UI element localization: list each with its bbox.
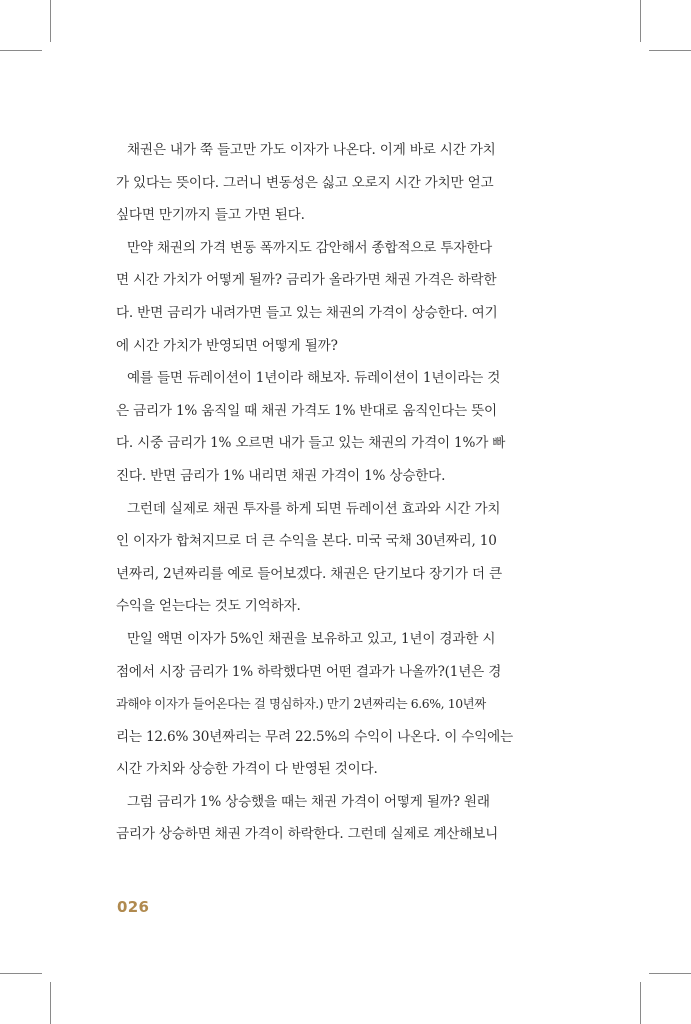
crop-mark-top-left-horizontal [0, 50, 42, 51]
paragraph-3-line-4: 진다. 반면 금리가 1% 내리면 채권 가격이 1% 상승한다. [116, 467, 446, 484]
paragraph-2-line-3: 다. 반면 금리가 내려가면 들고 있는 채권의 가격이 상승한다. 여기 [116, 304, 498, 321]
paragraph-4-line-2: 인 이자가 합쳐지므로 더 큰 수익을 본다. 미국 국채 30년짜리, 10 [116, 533, 497, 550]
paragraph-5-line-3: 과해야 이자가 들어온다는 걸 명심하자.) 만기 2년짜리는 6.6%, 10년짜 [116, 696, 486, 712]
paragraph-6-line-2: 금리가 상승하면 채권 가격이 하락한다. 그런데 실제로 계산해보니 [116, 826, 499, 843]
paragraph-2-line-4: 에 시간 가치가 반영되면 어떻게 될까? [116, 337, 338, 354]
page-number: 026 [117, 898, 150, 916]
paragraph-4-line-3: 년짜리, 2년짜리를 예로 들어보겠다. 채권은 단기보다 장기가 더 큰 [116, 565, 502, 582]
crop-mark-bottom-left-vertical [50, 982, 51, 1024]
paragraph-3-line-3: 다. 시중 금리가 1% 오르면 내가 들고 있는 채권의 가격이 1%가 빠 [116, 435, 506, 452]
crop-mark-top-right-horizontal [649, 50, 691, 51]
crop-mark-bottom-left-horizontal [0, 973, 42, 974]
paragraph-6-line-1: 그럼 금리가 1% 상승했을 때는 채권 가격이 어떻게 될까? 원래 [127, 793, 490, 810]
paragraph-4-line-4: 수익을 얻는다는 것도 기억하자. [116, 598, 301, 615]
paragraph-5-line-1: 만일 액면 이자가 5%인 채권을 보유하고 있고, 1년이 경과한 시 [127, 630, 496, 647]
paragraph-1-line-1: 채권은 내가 쭉 들고만 가도 이자가 나온다. 이게 바로 시간 가치 [127, 142, 496, 158]
paragraph-5-line-2: 점에서 시장 금리가 1% 하락했다면 어떤 결과가 나올까?(1년은 경 [116, 663, 502, 680]
body-text [116, 134, 516, 851]
paragraph-5-line-4: 리는 12.6% 30년짜리는 무려 22.5%의 수익이 나온다. 이 수익에는 [116, 728, 513, 745]
paragraph-2-line-1: 만약 채권의 가격 변동 폭까지도 감안해서 종합적으로 투자한다 [127, 239, 493, 256]
paragraph-3-line-1: 예를 들면 듀레이션이 1년이라 해보자. 듀레이션이 1년이라는 것 [127, 370, 501, 387]
paragraph-4-line-1: 그런데 실제로 채권 투자를 하게 되면 듀레이션 효과와 시간 가치 [127, 500, 501, 517]
crop-mark-top-right-vertical [640, 0, 641, 42]
crop-mark-bottom-right-horizontal [649, 973, 691, 974]
paragraph-1-line-2: 가 있다는 뜻이다. 그러니 변동성은 싫고 오로지 시간 가치만 얻고 [116, 174, 494, 191]
paragraph-2-line-2: 면 시간 가치가 어떻게 될까? 금리가 올라가면 채권 가격은 하락한 [116, 272, 497, 289]
crop-mark-top-left-vertical [50, 0, 51, 42]
crop-mark-bottom-right-vertical [640, 982, 641, 1024]
paragraph-5-line-5: 시간 가치와 상승한 가격이 다 반영된 것이다. [116, 761, 378, 778]
paragraph-1-line-3: 싶다면 만기까지 들고 가면 된다. [116, 207, 305, 224]
paragraph-3-line-2: 은 금리가 1% 움직일 때 채권 가격도 1% 반대로 움직인다는 뜻이 [116, 402, 497, 419]
